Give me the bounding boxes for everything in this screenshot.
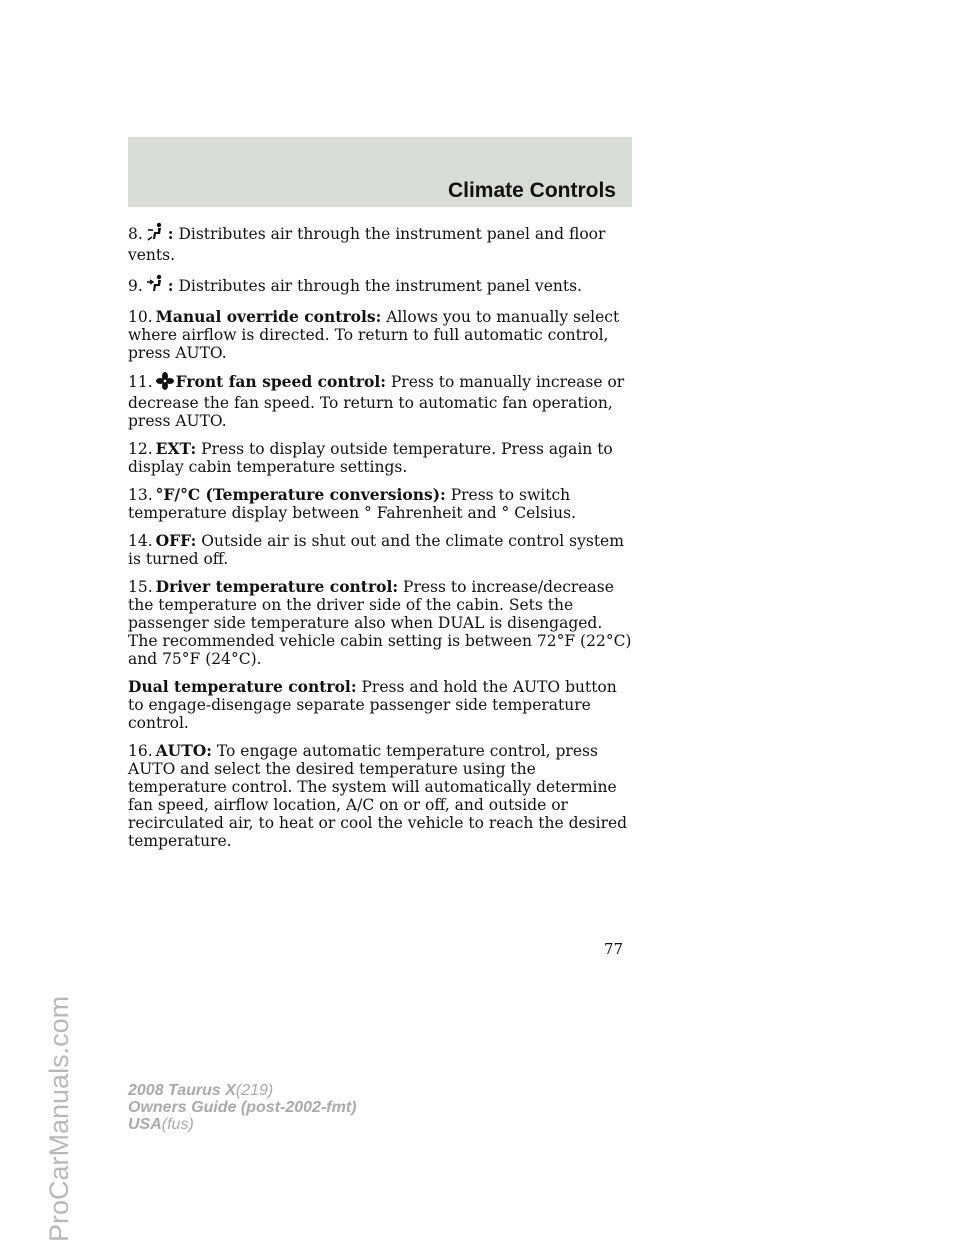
section-title: Climate Controls (447, 179, 616, 202)
footer-model: 2008 Taurus X (128, 1082, 236, 1099)
item-label: : (167, 276, 174, 295)
footer-market: USA (128, 1116, 162, 1133)
item-text: Press to display outside temperature. Press again to display cabin temperature settings. (128, 440, 613, 476)
item-label: Manual override controls: (155, 307, 382, 326)
item-number: 15. (128, 578, 153, 596)
item-label: : (167, 224, 174, 243)
list-item (128, 274, 636, 298)
watermark: ProCarManuals.com (44, 995, 74, 1242)
list-item (128, 486, 636, 522)
item-label: EXT: (155, 439, 197, 458)
page-number: 77 (604, 940, 624, 958)
item-number: 16. (128, 742, 153, 760)
footer-line-3 (128, 1116, 356, 1133)
list-item (128, 440, 636, 476)
item-label: OFF: (155, 531, 197, 550)
item-label: AUTO: (155, 741, 212, 760)
item-label: °F/°C (Temperature conversions): (155, 485, 446, 504)
item-number: 9. (128, 277, 143, 295)
item-number: 13. (128, 486, 153, 504)
list-item (128, 308, 636, 362)
list-item (128, 372, 636, 430)
list-item (128, 578, 636, 668)
list-item (128, 532, 636, 568)
panel-floor-airflow-icon (146, 222, 166, 246)
list-item (128, 222, 636, 264)
item-text: Press and hold the AUTO button to engage-disengage separate passenger side temperature control. (128, 678, 617, 732)
item-text: Press to switch temperature display between ° Fahrenheit and ° Celsius. (128, 486, 577, 522)
item-text: To engage automatic temperature control, press AUTO and select the desired temperature using the temperature control. The system will automatically determine fan speed, airflow location, A/C on or off, and outside or recirculated air, to heat or cool the vehicle to reach the desired temperature. (128, 742, 628, 850)
item-text: Outside air is shut out and the climate control system is turned off. (128, 532, 624, 568)
item-number: 12. (128, 440, 153, 458)
item-number: 14. (128, 532, 153, 550)
item-text: Press to increase/decrease the temperature on the driver side of the cabin. Sets the passenger side temperature also when DUAL is disengaged. The recommended vehicle cabin setting is between 72°F (22°C) and 75°F (24°C). (128, 578, 632, 668)
content-body (128, 222, 636, 860)
item-text: Press to manually increase or decrease the fan speed. To return to automatic fan operation, press AUTO. (128, 373, 625, 430)
item-number: 11. (128, 373, 153, 391)
document-footer (128, 1082, 356, 1133)
panel-airflow-icon (146, 274, 166, 298)
footer-model-code: (219) (235, 1082, 274, 1099)
item-number: 10. (128, 308, 153, 326)
fan-icon (156, 372, 174, 394)
item-text: Distributes air through the instrument panel and floor vents. (128, 225, 606, 264)
footer-line-2: Owners Guide (post-2002-fmt) (128, 1099, 357, 1116)
item-text: Distributes air through the instrument panel vents. (178, 277, 582, 295)
footer-line-1 (128, 1082, 356, 1099)
item-label: Driver temperature control: (155, 577, 399, 596)
section-header (128, 137, 632, 207)
item-label: Dual temperature control: (128, 677, 357, 696)
item-text: Allows you to manually select where airflow is directed. To return to full automatic control, press AUTO. (128, 308, 620, 362)
item-number: 8. (128, 225, 143, 243)
item-label: Front fan speed control: (175, 372, 386, 391)
list-item (128, 742, 636, 850)
list-item (128, 678, 636, 732)
footer-market-code: (fus) (161, 1116, 194, 1133)
